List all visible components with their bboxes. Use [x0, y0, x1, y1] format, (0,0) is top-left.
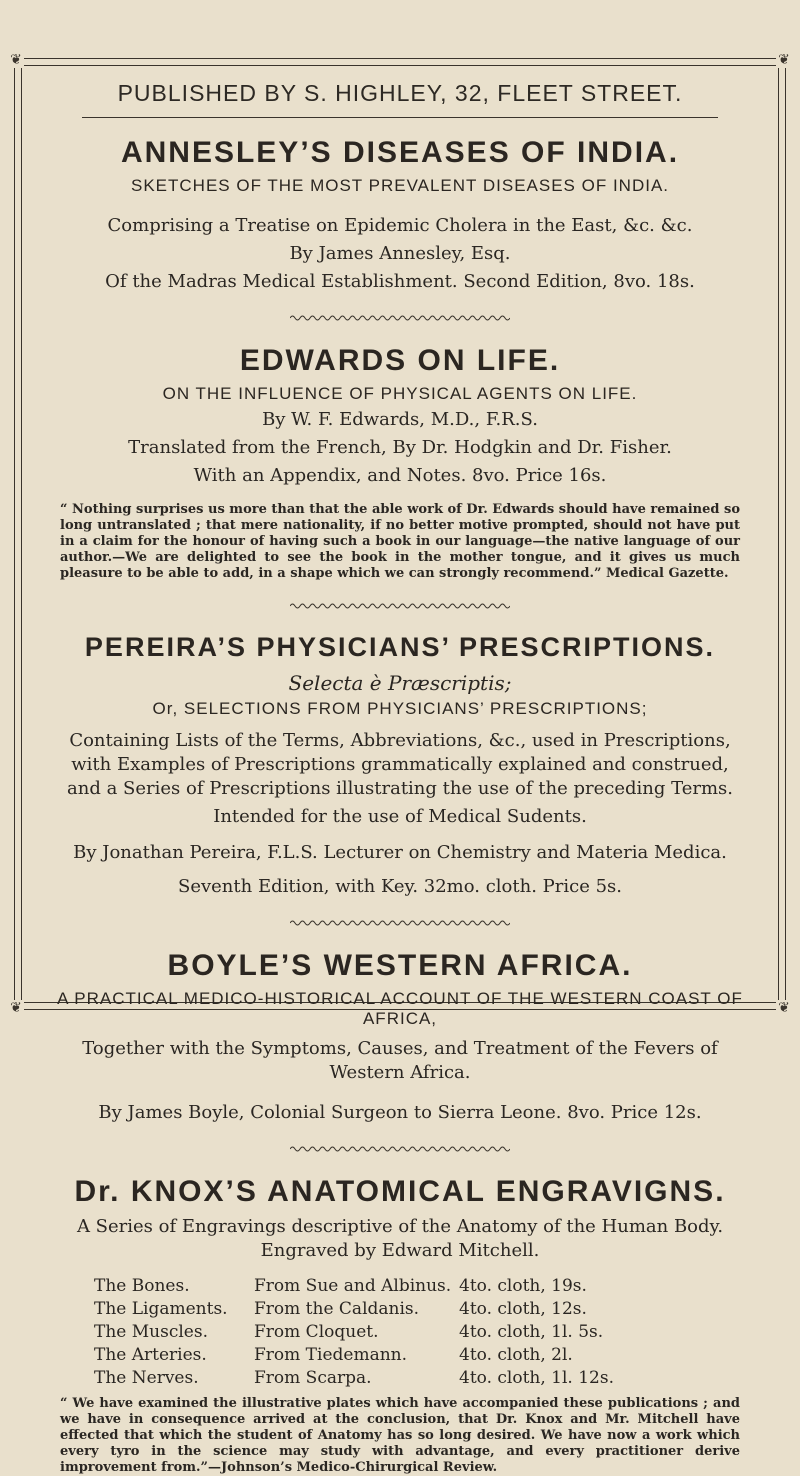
engraving-price: 4to. cloth, 12s. [459, 1299, 587, 1319]
annesley-line-2: By James Annesley, Esq. [289, 243, 511, 264]
page-frame [10, 52, 790, 1475]
table-row [94, 1367, 746, 1390]
boyle-line-2: By James Boyle, Colonial Surgeon to Sierra Leone. 8vo. Price 12s. [98, 1102, 702, 1123]
engravings-table [94, 1275, 746, 1390]
table-row [94, 1321, 746, 1344]
engraving-name: The Arteries. [94, 1345, 207, 1365]
right-rule [778, 58, 786, 1010]
publisher-heading: PUBLISHED BY S. HIGHLEY, 32, FLEET STREET. [117, 80, 683, 106]
pereira-line-4: Seventh Edition, with Key. 32mo. cloth. Price 5s. [178, 876, 622, 897]
pereira-section [54, 632, 746, 899]
wavy-divider [290, 919, 510, 927]
boyle-title: BOYLE’S WESTERN AFRICA. [167, 949, 633, 982]
engraving-price: 4to. cloth, 1l. 5s. [459, 1322, 604, 1342]
pereira-subtitle: Or, SELECTIONS FROM PHYSICIANS’ PRESCRIPTIONS; [152, 699, 648, 718]
engraving-price: 4to. cloth, 1l. 12s. [459, 1368, 614, 1388]
engraving-price: 4to. cloth, 2l. [459, 1345, 573, 1365]
annesley-line-1: Comprising a Treatise on Epidemic Cholera in the East, &c. &c. [107, 215, 693, 236]
engraving-price: 4to. cloth, 19s. [459, 1276, 587, 1296]
wavy-divider [290, 1145, 510, 1153]
corner-ornament-icon: ❦ [8, 52, 24, 68]
table-row [94, 1275, 746, 1298]
corner-ornament-icon: ❦ [776, 1000, 792, 1016]
pereira-latin-title: Selecta è Præscriptis; [288, 671, 512, 695]
wavy-divider [290, 314, 510, 322]
corner-ornament-icon: ❦ [776, 52, 792, 68]
edwards-line-3: With an Appendix, and Notes. 8vo. Price 16s. [193, 465, 607, 486]
pereira-title: PEREIRA’S PHYSICIANS’ PRESCRIPTIONS. [84, 632, 716, 662]
engraving-source: From the Caldanis. [254, 1299, 420, 1319]
boyle-section [54, 949, 746, 1125]
annesley-line-3: Of the Madras Medical Establishment. Second Edition, 8vo. 18s. [105, 271, 695, 292]
edwards-title: EDWARDS ON LIFE. [239, 344, 561, 377]
edwards-section [54, 344, 746, 582]
engraving-source: From Tiedemann. [254, 1345, 408, 1365]
pereira-line-1: Containing Lists of the Terms, Abbreviations, &c., used in Prescriptions, with Examples of Prescriptions grammatically explained and construed, and a Series of Prescriptions illustrating the use of the preceding Terms. [67, 730, 733, 799]
knox-title: Dr. KNOX’S ANATOMICAL ENGRAVIGNS. [74, 1175, 726, 1208]
publisher-rule [82, 117, 719, 118]
table-row [94, 1344, 746, 1367]
table-row [94, 1298, 746, 1321]
knox-section [54, 1175, 746, 1476]
left-rule [14, 58, 22, 1010]
annesley-subtitle: SKETCHES OF THE MOST PREVALENT DISEASES OF INDIA. [130, 176, 669, 195]
edwards-subtitle: ON THE INFLUENCE OF PHYSICAL AGENTS ON LIFE. [162, 384, 638, 403]
knox-line-1: A Series of Engravings descriptive of the Anatomy of the Human Body. Engraved by Edward Mitchell. [76, 1216, 724, 1261]
boyle-line-1: Together with the Symptoms, Causes, and Treatment of the Fevers of Western Africa. [82, 1038, 718, 1083]
wavy-divider [290, 602, 510, 610]
page-content [54, 58, 746, 1476]
engraving-name: The Nerves. [94, 1368, 199, 1388]
pereira-line-3: By Jonathan Pereira, F.L.S. Lecturer on Chemistry and Materia Medica. [73, 842, 727, 863]
boyle-subtitle: A PRACTICAL MEDICO-HISTORICAL ACCOUNT OF THE WESTERN COAST OF AFRICA, [57, 989, 743, 1028]
engraving-name: The Muscles. [94, 1322, 208, 1342]
corner-ornament-icon: ❦ [8, 1000, 24, 1016]
engraving-name: The Ligaments. [94, 1299, 228, 1319]
engraving-name: The Bones. [94, 1276, 190, 1296]
annesley-title: ANNESLEY’S DISEASES OF INDIA. [120, 136, 680, 169]
edwards-review-quote: “ Nothing surprises us more than that the able work of Dr. Edwards should have remained so long untranslated ; that mere nationality, if no better motive prompted, should not have put in a claim for the honour of having such a book in our language—the native language of our author.—We are delighted to see the book in the mother tongue, and it gives us much pleasure to be able to add, in a shape which we can strongly recommend.” Medical Gazette. [60, 502, 740, 581]
engraving-source: From Scarpa. [254, 1368, 372, 1388]
knox-review-quote: “ We have examined the illustrative plates which have accompanied these publications ; and we have in consequence arrived at the conclusion, that Dr. Knox and Mr. Mitchell have effected that which the student of Anatomy has so long desired. We have now a work which every tyro in the science may study with advantage, and every practitioner derive improvement from.”—Johnson’s Medico-Chirurgical Review. [60, 1396, 740, 1475]
pereira-line-2: Intended for the use of Medical Sudents. [213, 806, 587, 827]
engraving-source: From Cloquet. [254, 1322, 379, 1342]
edwards-line-1: By W. F. Edwards, M.D., F.R.S. [262, 409, 538, 430]
engraving-source: From Sue and Albinus. [254, 1276, 452, 1296]
edwards-line-2: Translated from the French, By Dr. Hodgkin and Dr. Fisher. [128, 437, 672, 458]
annesley-section [54, 136, 746, 294]
